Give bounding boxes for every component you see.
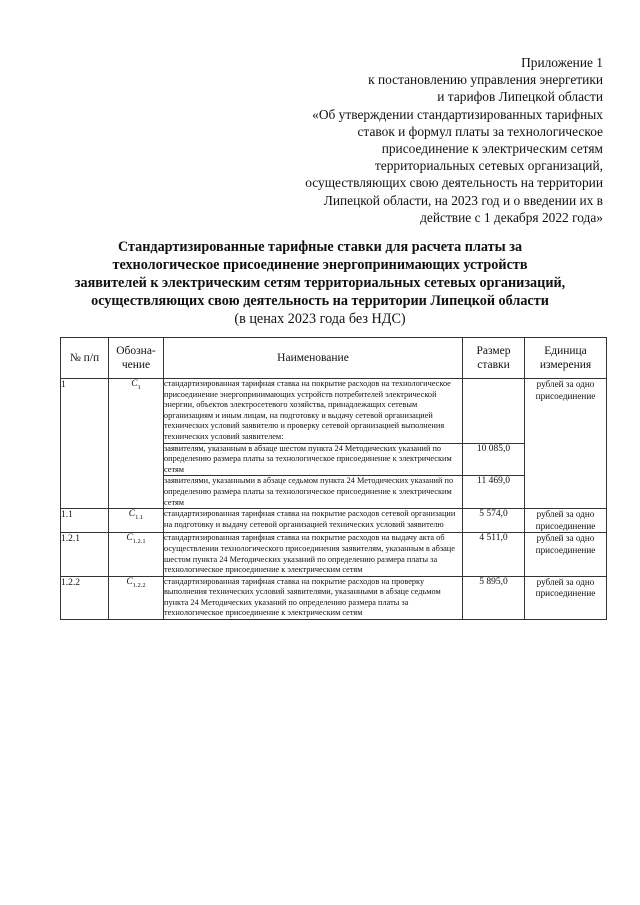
title-line: заявителей к электрическим сетям территориальных сетевых организаций, bbox=[74, 275, 566, 291]
title-line: осуществляющих свою деятельность на территории Липецкой области bbox=[91, 293, 549, 309]
symbol-letter: C bbox=[126, 576, 133, 587]
document-title bbox=[40, 238, 600, 328]
row-value: 10 085,0 bbox=[463, 443, 525, 476]
row-name: стандартизированная тарифная ставка на покрытие расходов на проверку выполнения технических условий заявителями, указанными в абзаце седьмом пункта 24 Методических указаний по определению размера платы за технологическое присоединение к электрическим сетям bbox=[164, 576, 463, 619]
row-name: стандартизированная тарифная ставка на покрытие расходов на технологическое присоединение энергопринимающих устройств потребителей электрической энергии, объектов электросетевого хозяйства, принадлежащих сетевым организациям и иным лицам, на подготовку и выдачу сетевой организацией технических условий заявителю и проверку сетевой организацией выполнения технических условий заявителем: bbox=[164, 379, 463, 444]
appendix-line: «Об утверждении стандартизированных тарифных bbox=[312, 106, 603, 122]
symbol-letter: C bbox=[126, 533, 133, 544]
row-unit: рублей за одно присоединение bbox=[525, 379, 607, 509]
appendix-line: действие с 1 декабря 2022 года» bbox=[420, 209, 603, 225]
symbol-index: 1.2.2 bbox=[132, 581, 146, 589]
appendix-line: Приложение 1 bbox=[521, 55, 603, 70]
symbol-index: 1.2.1 bbox=[132, 538, 146, 546]
appendix-line: и тарифов Липецкой области bbox=[437, 89, 603, 105]
row-num: 1.2.1 bbox=[61, 533, 109, 576]
appendix-line: к постановлению управления энергетики bbox=[368, 72, 603, 88]
header-value: Размер ставки bbox=[463, 338, 525, 379]
table-row bbox=[61, 576, 607, 619]
row-symbol bbox=[109, 533, 164, 576]
table-header-row bbox=[61, 338, 607, 379]
appendix-header bbox=[243, 54, 603, 226]
title-line: технологическое присоединение энергопринимающих устройств bbox=[112, 257, 528, 273]
tariff-table bbox=[60, 337, 607, 620]
symbol-index: 1 bbox=[137, 383, 141, 391]
row-value: 5 895,0 bbox=[463, 576, 525, 619]
symbol-letter: C bbox=[128, 509, 136, 520]
row-symbol bbox=[109, 576, 164, 619]
header-unit: Единица измерения bbox=[525, 338, 607, 379]
row-unit: рублей за одно присоединение bbox=[525, 509, 607, 533]
row-name: стандартизированная тарифная ставка на покрытие расходов на выдачу акта об осуществлении технологического присоединения заявителям, указанным в абзаце шестом пункта 24 Методических указаний по определению размера платы за технологическое присоединение к электрическим сетям bbox=[164, 533, 463, 576]
appendix-line: присоединение к электрическим сетям bbox=[381, 141, 603, 157]
row-value: 5 574,0 bbox=[463, 509, 525, 533]
row-name: заявителями, указанными в абзаце седьмом пункта 24 Методических указаний по определению размера платы за технологическое присоединение к электрическим сетям bbox=[164, 476, 463, 509]
header-name: Наименование bbox=[164, 338, 463, 379]
row-symbol bbox=[109, 379, 164, 509]
title-subtitle: (в ценах 2023 года без НДС) bbox=[234, 311, 406, 327]
row-value: 4 511,0 bbox=[463, 533, 525, 576]
row-unit: рублей за одно присоединение bbox=[525, 576, 607, 619]
symbol-index: 1.1 bbox=[135, 514, 144, 522]
row-symbol bbox=[109, 509, 164, 533]
symbol-letter: C bbox=[131, 379, 138, 389]
appendix-line: территориальных сетевых организаций, bbox=[374, 158, 603, 174]
title-line: Стандартизированные тарифные ставки для расчета платы за bbox=[117, 239, 523, 255]
row-unit: рублей за одно присоединение bbox=[525, 533, 607, 576]
header-num: № п/п bbox=[61, 338, 109, 379]
row-name: стандартизированная тарифная ставка на покрытие расходов сетевой организации на подготовку и выдачу сетевой организацией технических условий заявителю bbox=[164, 509, 463, 533]
header-symbol: Обозна-чение bbox=[109, 338, 164, 379]
row-value: 11 469,0 bbox=[463, 476, 525, 509]
appendix-line: осуществляющих свою деятельность на территории bbox=[305, 175, 603, 191]
row-num: 1.2.2 bbox=[61, 576, 109, 619]
row-num: 1 bbox=[61, 379, 109, 509]
table-row bbox=[61, 509, 607, 533]
table-row bbox=[61, 379, 607, 444]
row-name: заявителям, указанным в абзаце шестом пункта 24 Методических указаний по определению размера платы за технологическое присоединение к электрическим сетям bbox=[164, 443, 463, 476]
row-value bbox=[463, 379, 525, 444]
row-num: 1.1 bbox=[61, 509, 109, 533]
table-row bbox=[61, 533, 607, 576]
appendix-line: ставок и формул платы за технологическое bbox=[357, 123, 603, 139]
appendix-line: Липецкой области, на 2023 год и о введении их в bbox=[323, 192, 603, 208]
